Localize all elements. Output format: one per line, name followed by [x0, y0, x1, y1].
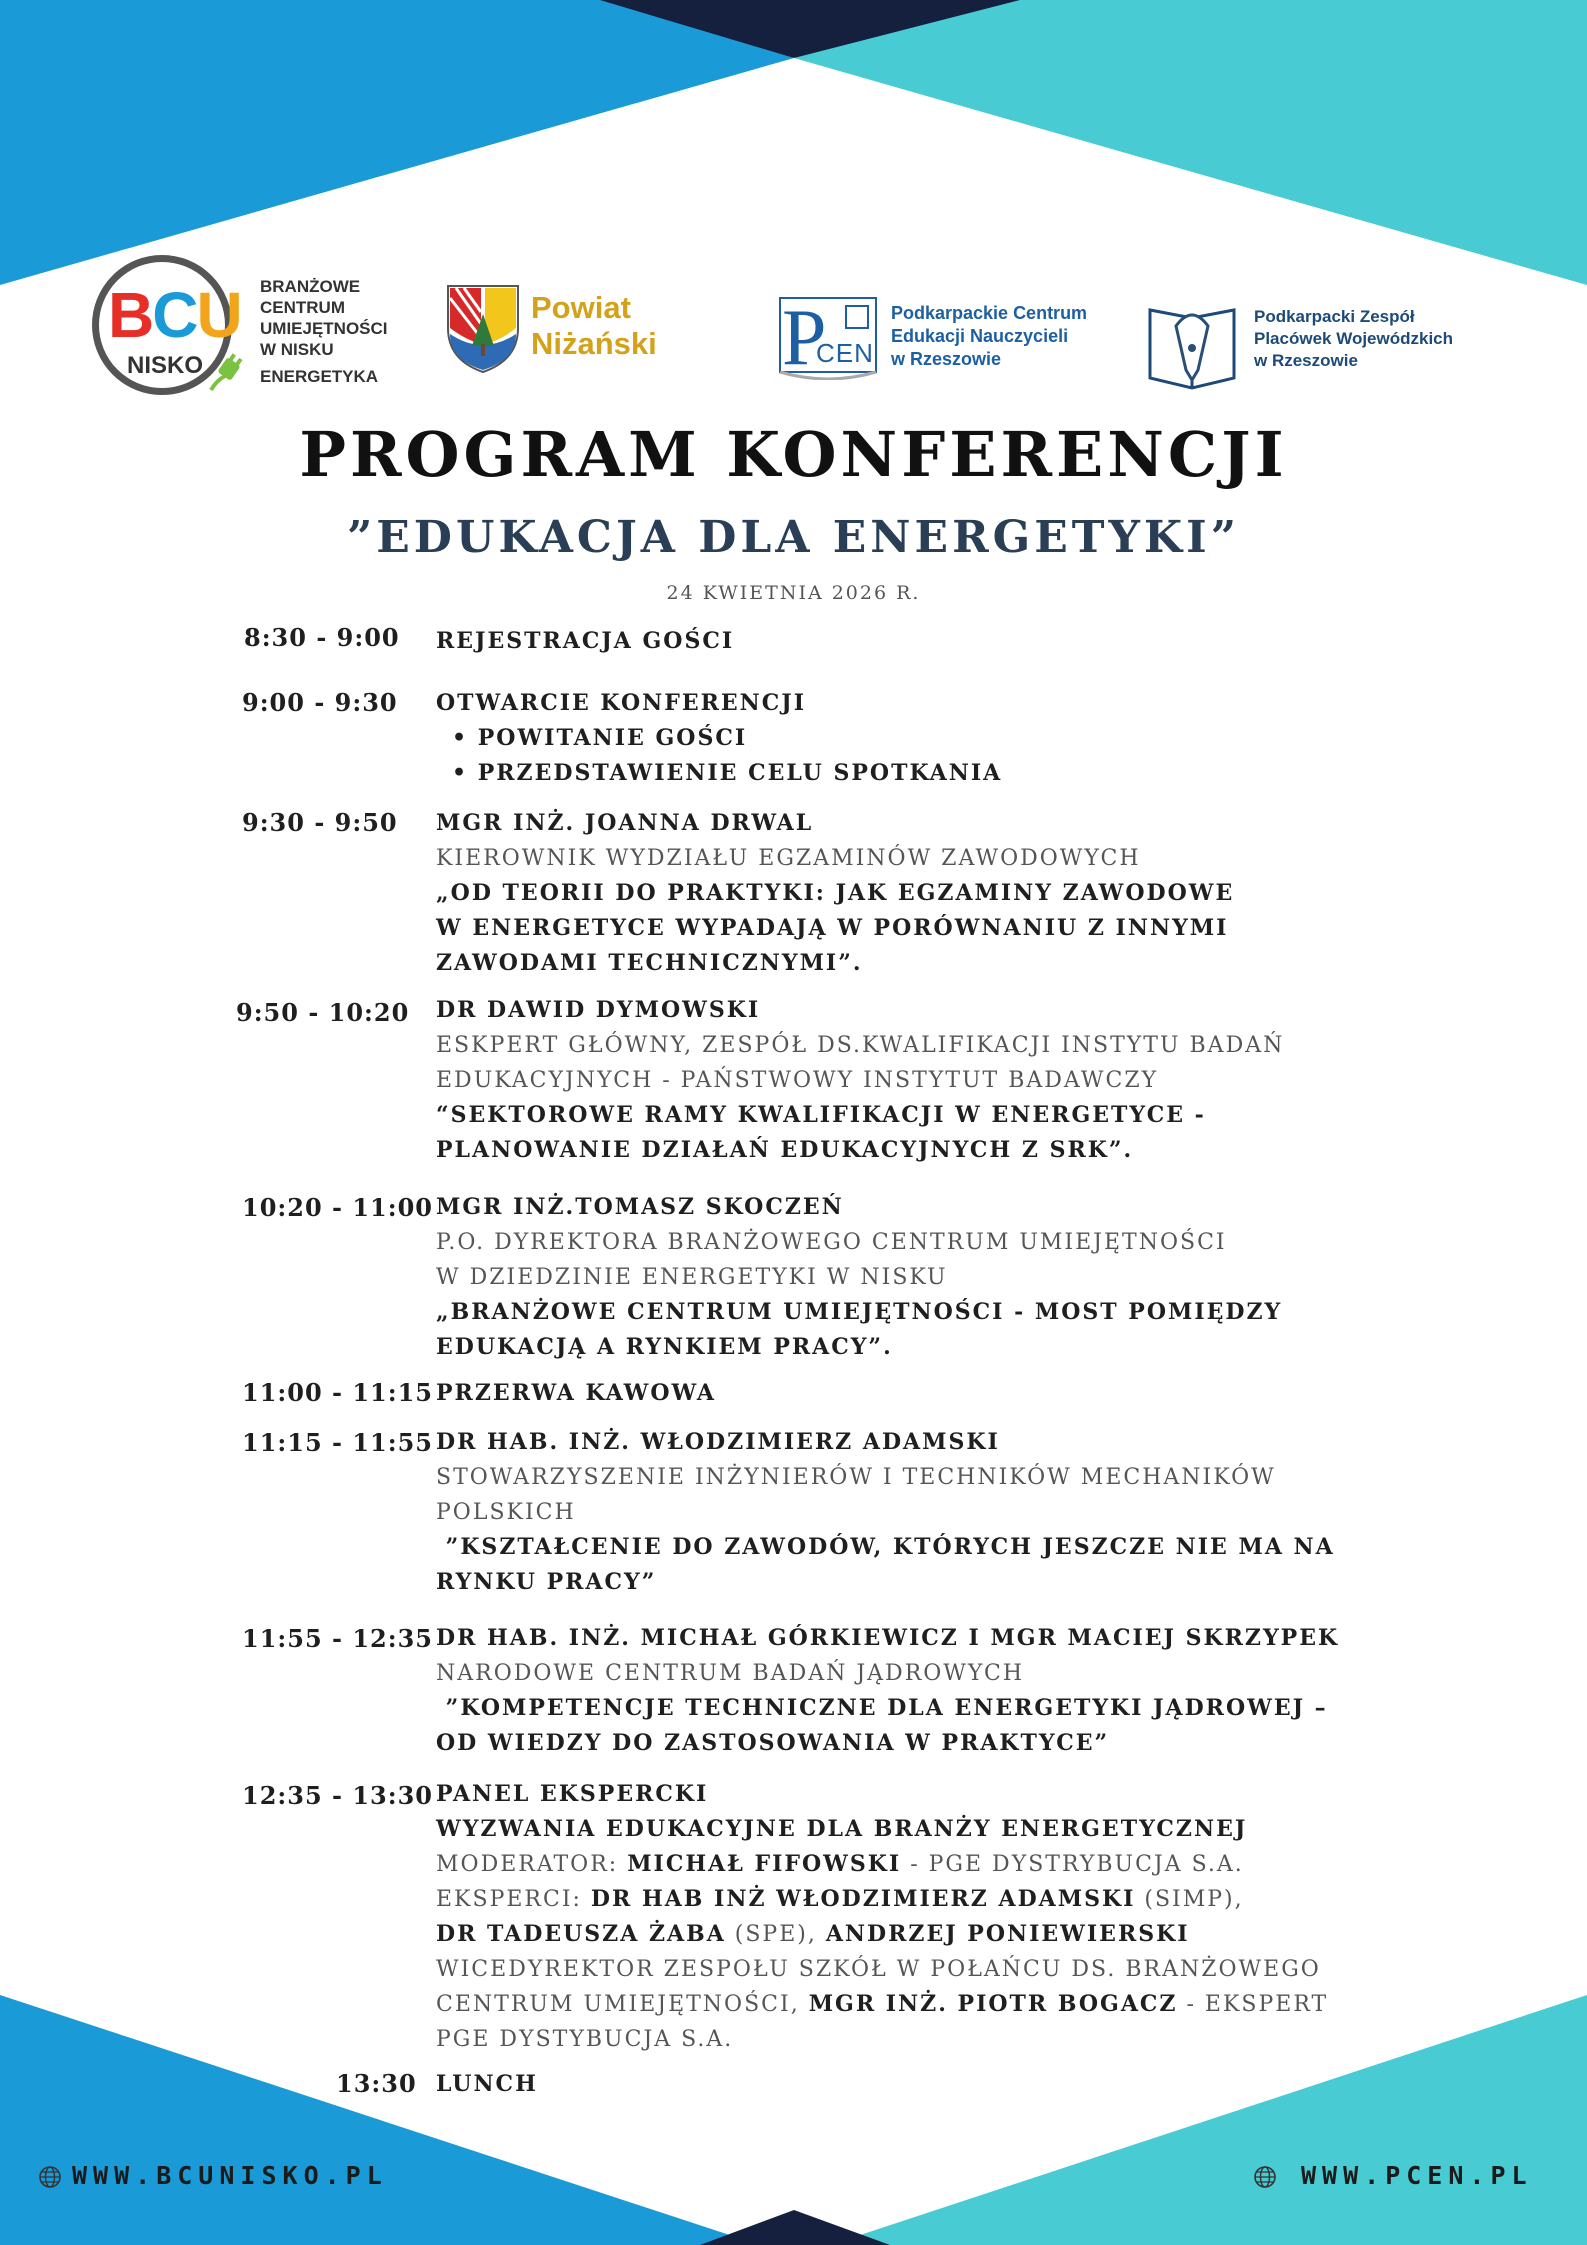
panel-line: MODERATOR: MICHAŁ FIFOWSKI - PGE DYSTRYBUCJA S.A. — [436, 1851, 1244, 1877]
pcen-logo-cen: CEN — [816, 338, 874, 368]
panel-topic: WYZWANIA EDUKACYJNE DLA BRANŻY ENERGETYCZNEJ — [436, 1816, 1248, 1842]
program-item — [436, 1425, 1346, 1600]
svg-text:P: P — [782, 296, 827, 380]
item-title: OTWARCIE KONFERENCJI — [436, 690, 806, 716]
time-slot: 12:35 - 13:30 — [242, 1781, 433, 1810]
item-title: LUNCH — [436, 2071, 538, 2097]
footer-link-bcunisko[interactable]: WWW.BCUNISKO.PL — [38, 2161, 388, 2190]
time-slot: 11:55 - 12:35 — [242, 1624, 433, 1653]
time-slot: 11:00 - 11:15 — [242, 1378, 433, 1407]
speaker-role: POLSKICH — [436, 1500, 576, 1525]
top-right-teal-triangle — [794, 0, 1587, 285]
panel-title: PANEL EKSPERCKI — [436, 1781, 709, 1807]
bcu-logo-letters: BCU — [108, 279, 241, 351]
top-left-blue-triangle — [0, 0, 794, 285]
talk-topic: „OD TEORII DO PRAKTYKI: JAK EGZAMINY ZAWODOWE — [436, 880, 1235, 906]
program-item — [436, 2067, 1346, 2102]
program-item — [436, 1777, 1346, 2057]
speaker-role: NARODOWE CENTRUM BADAŃ JĄDROWYCH — [436, 1661, 1025, 1686]
speaker-name: DR DAWID DYMOWSKI — [436, 997, 761, 1023]
speaker-name: MGR INŻ.TOMASZ SKOCZEŃ — [436, 1194, 844, 1220]
time-slot: 11:15 - 11:55 — [242, 1428, 433, 1457]
panel-line: WICEDYREKTOR ZESPOŁU SZKÓŁ W POŁAŃCU DS. BRANŻOWEGO — [436, 1957, 1321, 1982]
talk-topic: ”KOMPETENCJE TECHNICZNE DLA ENERGETYKI JĄDROWEJ – — [436, 1695, 1328, 1721]
talk-topic: W ENERGETYCE WYPADAJĄ W PORÓWNANIU Z INNYMI — [436, 915, 1229, 941]
talk-topic: RYNKU PRACY” — [436, 1569, 657, 1595]
program-item — [436, 1621, 1346, 1761]
globe-icon — [38, 2165, 62, 2189]
program-item — [436, 1376, 1346, 1411]
book-pen-icon — [1146, 300, 1238, 392]
program-item — [436, 686, 1346, 791]
time-slot: 13:30 — [336, 2069, 417, 2098]
pzpw-logo-name: Podkarpacki Zespół Placówek Wojewódzkich w Rzeszowie — [1254, 307, 1454, 370]
speaker-name: DR HAB. INŻ. WŁODZIMIERZ ADAMSKI — [436, 1429, 1000, 1455]
powiat-coat-of-arms-icon — [446, 284, 520, 374]
footer-link-pcen[interactable]: WWW.PCEN.PL — [1253, 2161, 1533, 2190]
program-item — [436, 806, 1346, 981]
talk-topic: OD WIEDZY DO ZASTOSOWANIA W PRAKTYCE” — [436, 1730, 1110, 1756]
pcen-logo-name: Podkarpackie Centrum Edukacji Nauczycieli w Rzeszowie — [891, 303, 1088, 369]
bottom-navy-band — [700, 2210, 890, 2245]
program-item — [436, 993, 1346, 1168]
talk-topic: “SEKTOROWE RAMY KWALIFIKACJI W ENERGETYCE - — [436, 1102, 1206, 1128]
bullet-item: • PRZEDSTAWIENIE CELU SPOTKANIA — [436, 756, 1346, 791]
bcu-logo-caption: BRANŻOWE CENTRUM UMIEJĘTNOŚCI W NISKU ENERGETYKA — [260, 277, 388, 386]
talk-topic: „BRANŻOWE CENTRUM UMIEJĘTNOŚCI - MOST POMIĘDZY — [436, 1299, 1283, 1325]
time-slot: 10:20 - 11:00 — [242, 1193, 433, 1222]
plug-icon — [207, 350, 243, 394]
speaker-role: W DZIEDZINIE ENERGETYKI W NISKU — [436, 1265, 948, 1290]
item-title: PRZERWA KAWOWA — [436, 1380, 716, 1406]
talk-topic: ZAWODAMI TECHNICZNYMI”. — [436, 950, 863, 976]
page-title: PROGRAM KONFERENCJI — [299, 418, 1288, 491]
panel-line: PGE DYSTYBUCJA S.A. — [436, 2027, 734, 2052]
page-subtitle: ”EDUKACJA DLA ENERGETYKI” — [346, 512, 1241, 563]
speaker-role: ESKPERT GŁÓWNY, ZESPÓŁ DS.KWALIFIKACJI INSTYTU BADAŃ — [436, 1033, 1285, 1058]
speaker-name: MGR INŻ. JOANNA DRWAL — [436, 810, 814, 836]
time-slot: 9:50 - 10:20 — [236, 998, 410, 1027]
talk-topic: EDUKACJĄ A RYNKIEM PRACY”. — [436, 1334, 893, 1360]
speaker-name: DR HAB. INŻ. MICHAŁ GÓRKIEWICZ I MGR MACIEJ SKRZYPEK — [436, 1625, 1340, 1651]
powiat-logo-name: Powiat Niżański — [531, 290, 657, 361]
speaker-role: P.O. DYREKTORA BRANŻOWEGO CENTRUM UMIEJĘTNOŚCI — [436, 1230, 1227, 1255]
talk-topic: PLANOWANIE DZIAŁAŃ EDUKACYJNYCH Z SRK”. — [436, 1137, 1134, 1163]
speaker-role: EDUKACYJNYCH - PAŃSTWOWY INSTYTUT BADAWCZY — [436, 1068, 1159, 1093]
bcu-logo-nisko: NISKO — [127, 352, 204, 379]
speaker-role: STOWARZYSZENIE INŻYNIERÓW I TECHNIKÓW MECHANIKÓW — [436, 1465, 1276, 1490]
speaker-role: KIEROWNIK WYDZIAŁU EGZAMINÓW ZAWODOWYCH — [436, 846, 1141, 871]
panel-line: CENTRUM UMIEJĘTNOŚCI, MGR INŻ. PIOTR BOGACZ - EKSPERT — [436, 1991, 1329, 2017]
time-slot: 9:30 - 9:50 — [242, 808, 398, 837]
program-item — [436, 1190, 1346, 1365]
time-slot: 8:30 - 9:00 — [244, 623, 400, 652]
talk-topic: ”KSZTAŁCENIE DO ZAWODÓW, KTÓRYCH JESZCZE NIE MA NA — [436, 1534, 1335, 1560]
item-title: REJESTRACJA GOŚCI — [436, 628, 735, 654]
panel-line: DR TADEUSZA ŻABA (SPE), ANDRZEJ PONIEWIERSKI — [436, 1921, 1190, 1947]
panel-line: EKSPERCI: DR HAB INŻ WŁODZIMIERZ ADAMSKI (SIMP), — [436, 1886, 1244, 1912]
event-date: 24 KWIETNIA 2026 R. — [666, 582, 921, 604]
globe-icon — [1253, 2165, 1277, 2189]
time-slot: 9:00 - 9:30 — [242, 688, 398, 717]
program-item — [436, 624, 1346, 659]
bullet-item: • POWITANIE GOŚCI — [436, 721, 1346, 756]
